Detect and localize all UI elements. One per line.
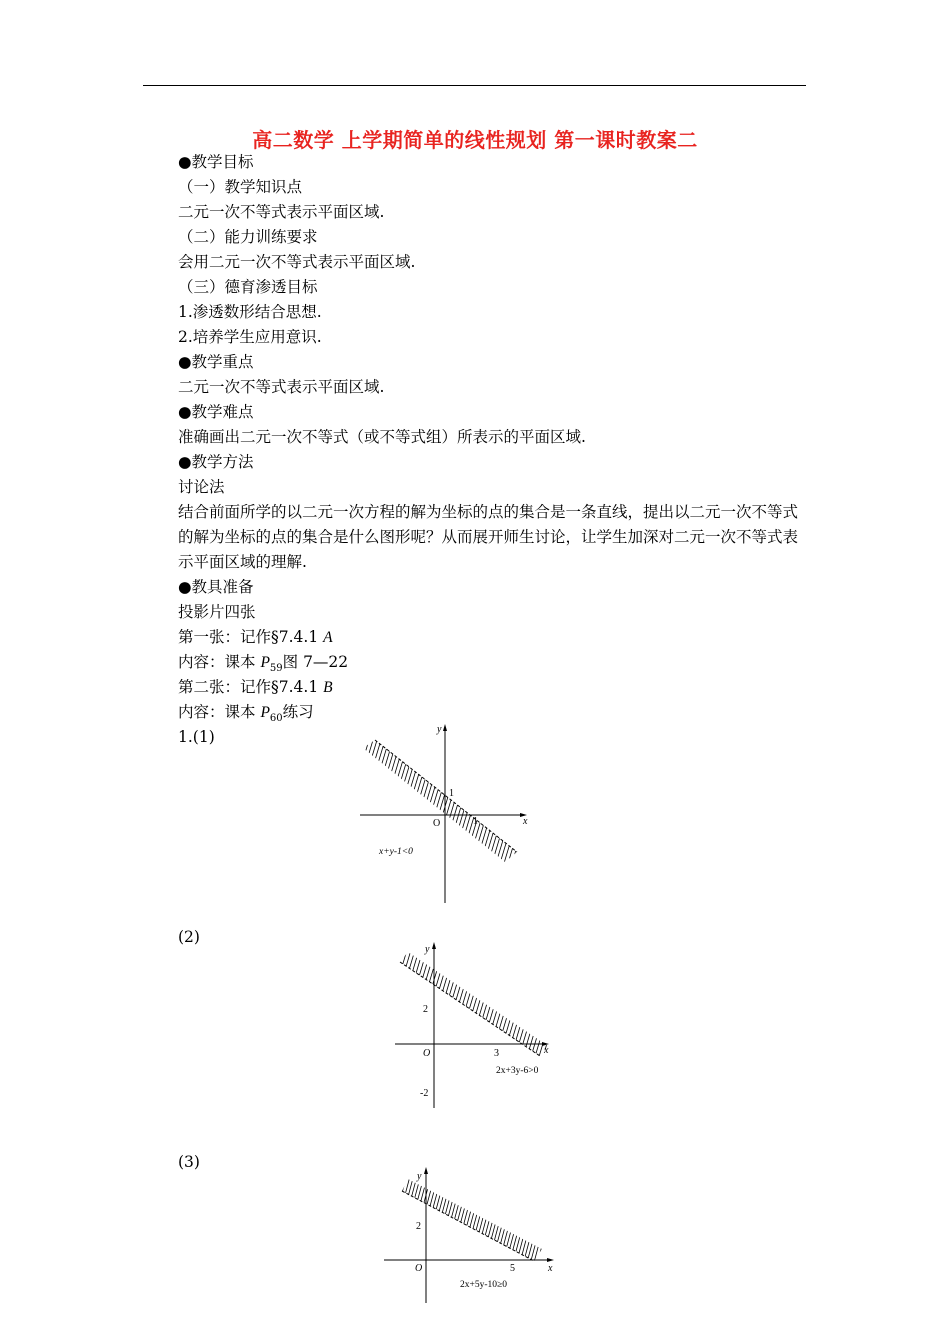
figure-1-y-label: y [437, 724, 442, 735]
goal-3-item-2: 2.培养学生应用意识. [178, 328, 322, 346]
hatch-line [390, 940, 398, 1115]
hatch-line [534, 1165, 562, 1305]
hatch-line [382, 1165, 403, 1305]
hatch-line [527, 720, 535, 910]
goal-2-heading: （二）能力训练要求 [178, 228, 318, 246]
hatch-line [390, 940, 402, 1115]
hatch-line [406, 940, 466, 1115]
hatch-line [555, 1165, 562, 1305]
hatch-line [510, 940, 570, 1115]
hatch-line [438, 940, 498, 1115]
tools-heading: ●教具准备 [178, 578, 254, 596]
hatch-line [382, 1165, 406, 1305]
slide-2-page-letter: P [260, 704, 270, 721]
hatch-line [526, 940, 570, 1115]
figure-3-origin: O [415, 1263, 423, 1274]
hatch-line [382, 1165, 410, 1305]
hatch-line [382, 1165, 385, 1305]
figure-1-origin: O [433, 818, 441, 829]
difficulty-text: 准确画出二元一次不等式（或不等式组）所表示的平面区域. [178, 428, 586, 446]
difficulty-heading: ●教学难点 [178, 403, 254, 421]
slide-1-page-letter: P [260, 654, 270, 671]
slide-1-content-suffix: 图 7—22 [282, 653, 349, 671]
figure-3-graph [382, 1165, 562, 1305]
slide-1-content [178, 652, 348, 679]
hatch-line [450, 940, 510, 1115]
method-paragraph-text: 结合前面所学的以二元一次方程的解为坐标的点的集合是一条直线，提出以二元一次不等式的解为坐标的点的集合是什么图形呢？从而展开师生讨论，让学生加深对二元一次不等式表示平面区域的理解. [178, 503, 799, 571]
slide-1-letter: A [323, 629, 333, 646]
figure-1-boundary [375, 740, 517, 852]
hatch-line [527, 1165, 562, 1305]
hatch-line [538, 1165, 563, 1305]
hatch-line [384, 1165, 424, 1305]
hatch-line [545, 1165, 563, 1305]
hatch-line [538, 940, 570, 1115]
figure-2-x-tick: 3 [494, 1048, 499, 1059]
hatch-line [522, 940, 570, 1115]
slide-1-prefix: 第一张：记作§7.4.1 [178, 628, 324, 646]
hatch-line [382, 1165, 417, 1305]
figure-2-boundary [400, 962, 540, 1056]
figure-2-y-arrow [432, 942, 436, 949]
hatch-line [534, 940, 570, 1115]
hatch-line [462, 940, 522, 1115]
hatch-line [520, 1165, 560, 1305]
hatch-line [510, 1165, 550, 1305]
key-text: 二元一次不等式表示平面区域. [178, 378, 385, 396]
hatch-line [502, 940, 562, 1115]
hatch-line [442, 940, 502, 1115]
hatch-line [542, 940, 570, 1115]
figure-2-y-tick: 2 [423, 1004, 428, 1015]
page-title: 高二数学 上学期简单的线性规划 第一课时教案二 [252, 128, 698, 152]
hatch-line [541, 1165, 562, 1305]
goal-3-heading: （三）德育渗透目标 [178, 278, 318, 296]
slide-2-content-prefix: 内容：课本 [178, 703, 261, 721]
slide-2-line [178, 677, 333, 698]
figure-2-origin: O [423, 1048, 431, 1059]
hatch-line [410, 940, 470, 1115]
hatch-line [498, 940, 558, 1115]
figure-3-boundary [402, 1191, 534, 1261]
hatch-line [513, 1165, 553, 1305]
hatch-line [517, 1165, 557, 1305]
slide-2-content [178, 702, 314, 729]
method-heading: ●教学方法 [178, 453, 254, 471]
goal-1-heading: （一）教学知识点 [178, 178, 303, 196]
goal-3-item-1: 1.渗透数形结合思想. [178, 303, 322, 321]
hatch-line [548, 1165, 562, 1305]
figure-1-x-tick: 1 [473, 816, 478, 827]
hatch-line [466, 940, 526, 1115]
goal-heading: ●教学目标 [178, 153, 254, 171]
method-text: 讨论法 [178, 478, 225, 496]
hatch-line [458, 940, 518, 1115]
key-heading: ●教学重点 [178, 353, 254, 371]
figure-3-x-arrow [547, 1258, 554, 1262]
slide-1-line [178, 627, 333, 648]
hatch-line [390, 940, 406, 1115]
hatch-line [559, 1165, 563, 1305]
hatch-line [390, 940, 394, 1115]
figure-3-y-label: y [417, 1171, 422, 1182]
hatch-line [419, 1165, 459, 1305]
figure-1-y-arrow [443, 724, 447, 731]
hatch-line [506, 1165, 546, 1305]
hatch-line [422, 1165, 462, 1305]
slide-2-prefix: 第二张：记作§7.4.1 [178, 678, 324, 696]
goal-1-text: 二元一次不等式表示平面区域. [178, 203, 385, 221]
hatch-line [558, 940, 570, 1115]
figure-3-x-tick: 5 [510, 1263, 515, 1274]
hatch-line [434, 940, 494, 1115]
figure-1-y-tick: 1 [449, 788, 454, 799]
hatch-line [402, 940, 462, 1115]
figure-3-label: (3) [178, 1153, 200, 1171]
figure-2-hatching [390, 940, 570, 1115]
figure-2-y-neg-tick: -2 [420, 1088, 429, 1099]
figure-2-label: (2) [178, 928, 200, 946]
hatch-line [382, 1165, 396, 1305]
figure-2-inequality: 2x+3y-6>0 [496, 1066, 539, 1076]
slide-2-page-sub: 60 [269, 713, 283, 725]
hatch-line [454, 940, 514, 1115]
hatch-line [531, 1165, 563, 1305]
tools-text: 投影片四张 [178, 603, 256, 621]
hatch-line [422, 940, 482, 1115]
hatch-line [531, 720, 535, 910]
hatch-line [382, 1165, 389, 1305]
hatch-line [426, 940, 486, 1115]
header-rule [143, 85, 806, 86]
hatch-line [550, 940, 570, 1115]
hatch-line [514, 940, 570, 1115]
figure-3-inequality: 2x+5y-10≥0 [460, 1280, 507, 1290]
figure-3-x-label: x [548, 1263, 553, 1274]
figure-2-y-label: y [425, 944, 430, 955]
hatch-line [494, 940, 554, 1115]
slide-1-content-prefix: 内容：课本 [178, 653, 261, 671]
hatch-line [390, 940, 410, 1115]
hatch-line [552, 1165, 563, 1305]
hatch-line [382, 1165, 423, 1305]
hatch-line [562, 940, 570, 1115]
hatch-line [546, 940, 570, 1115]
method-paragraph [178, 500, 806, 575]
hatch-line [506, 940, 566, 1115]
slide-1-page-sub: 59 [269, 663, 283, 675]
goal-2-text: 会用二元一次不等式表示平面区域. [178, 253, 416, 271]
hatch-line [554, 940, 570, 1115]
hatch-line [530, 940, 570, 1115]
figure-3-y-arrow [424, 1167, 428, 1174]
hatch-line [518, 940, 570, 1115]
hatch-line [382, 1165, 413, 1305]
slide-2-content-suffix: 练习 [282, 703, 314, 721]
figure-2-graph [390, 940, 570, 1115]
hatch-line [524, 1165, 563, 1305]
hatch-line [382, 1165, 392, 1305]
figure-1-label: 1.(1) [178, 728, 215, 746]
figure-3-y-tick: 2 [416, 1221, 421, 1232]
figure-1-graph [355, 720, 535, 910]
hatch-line [382, 1165, 399, 1305]
hatch-line [503, 1165, 543, 1305]
figure-1-inequality: x+y-1<0 [379, 847, 413, 857]
figure-1-x-label: x [523, 816, 528, 827]
figure-2-x-label: x [544, 1045, 549, 1056]
hatch-line [566, 940, 570, 1115]
slide-2-letter: B [323, 679, 333, 696]
hatch-line [430, 940, 490, 1115]
hatch-line [355, 720, 359, 910]
